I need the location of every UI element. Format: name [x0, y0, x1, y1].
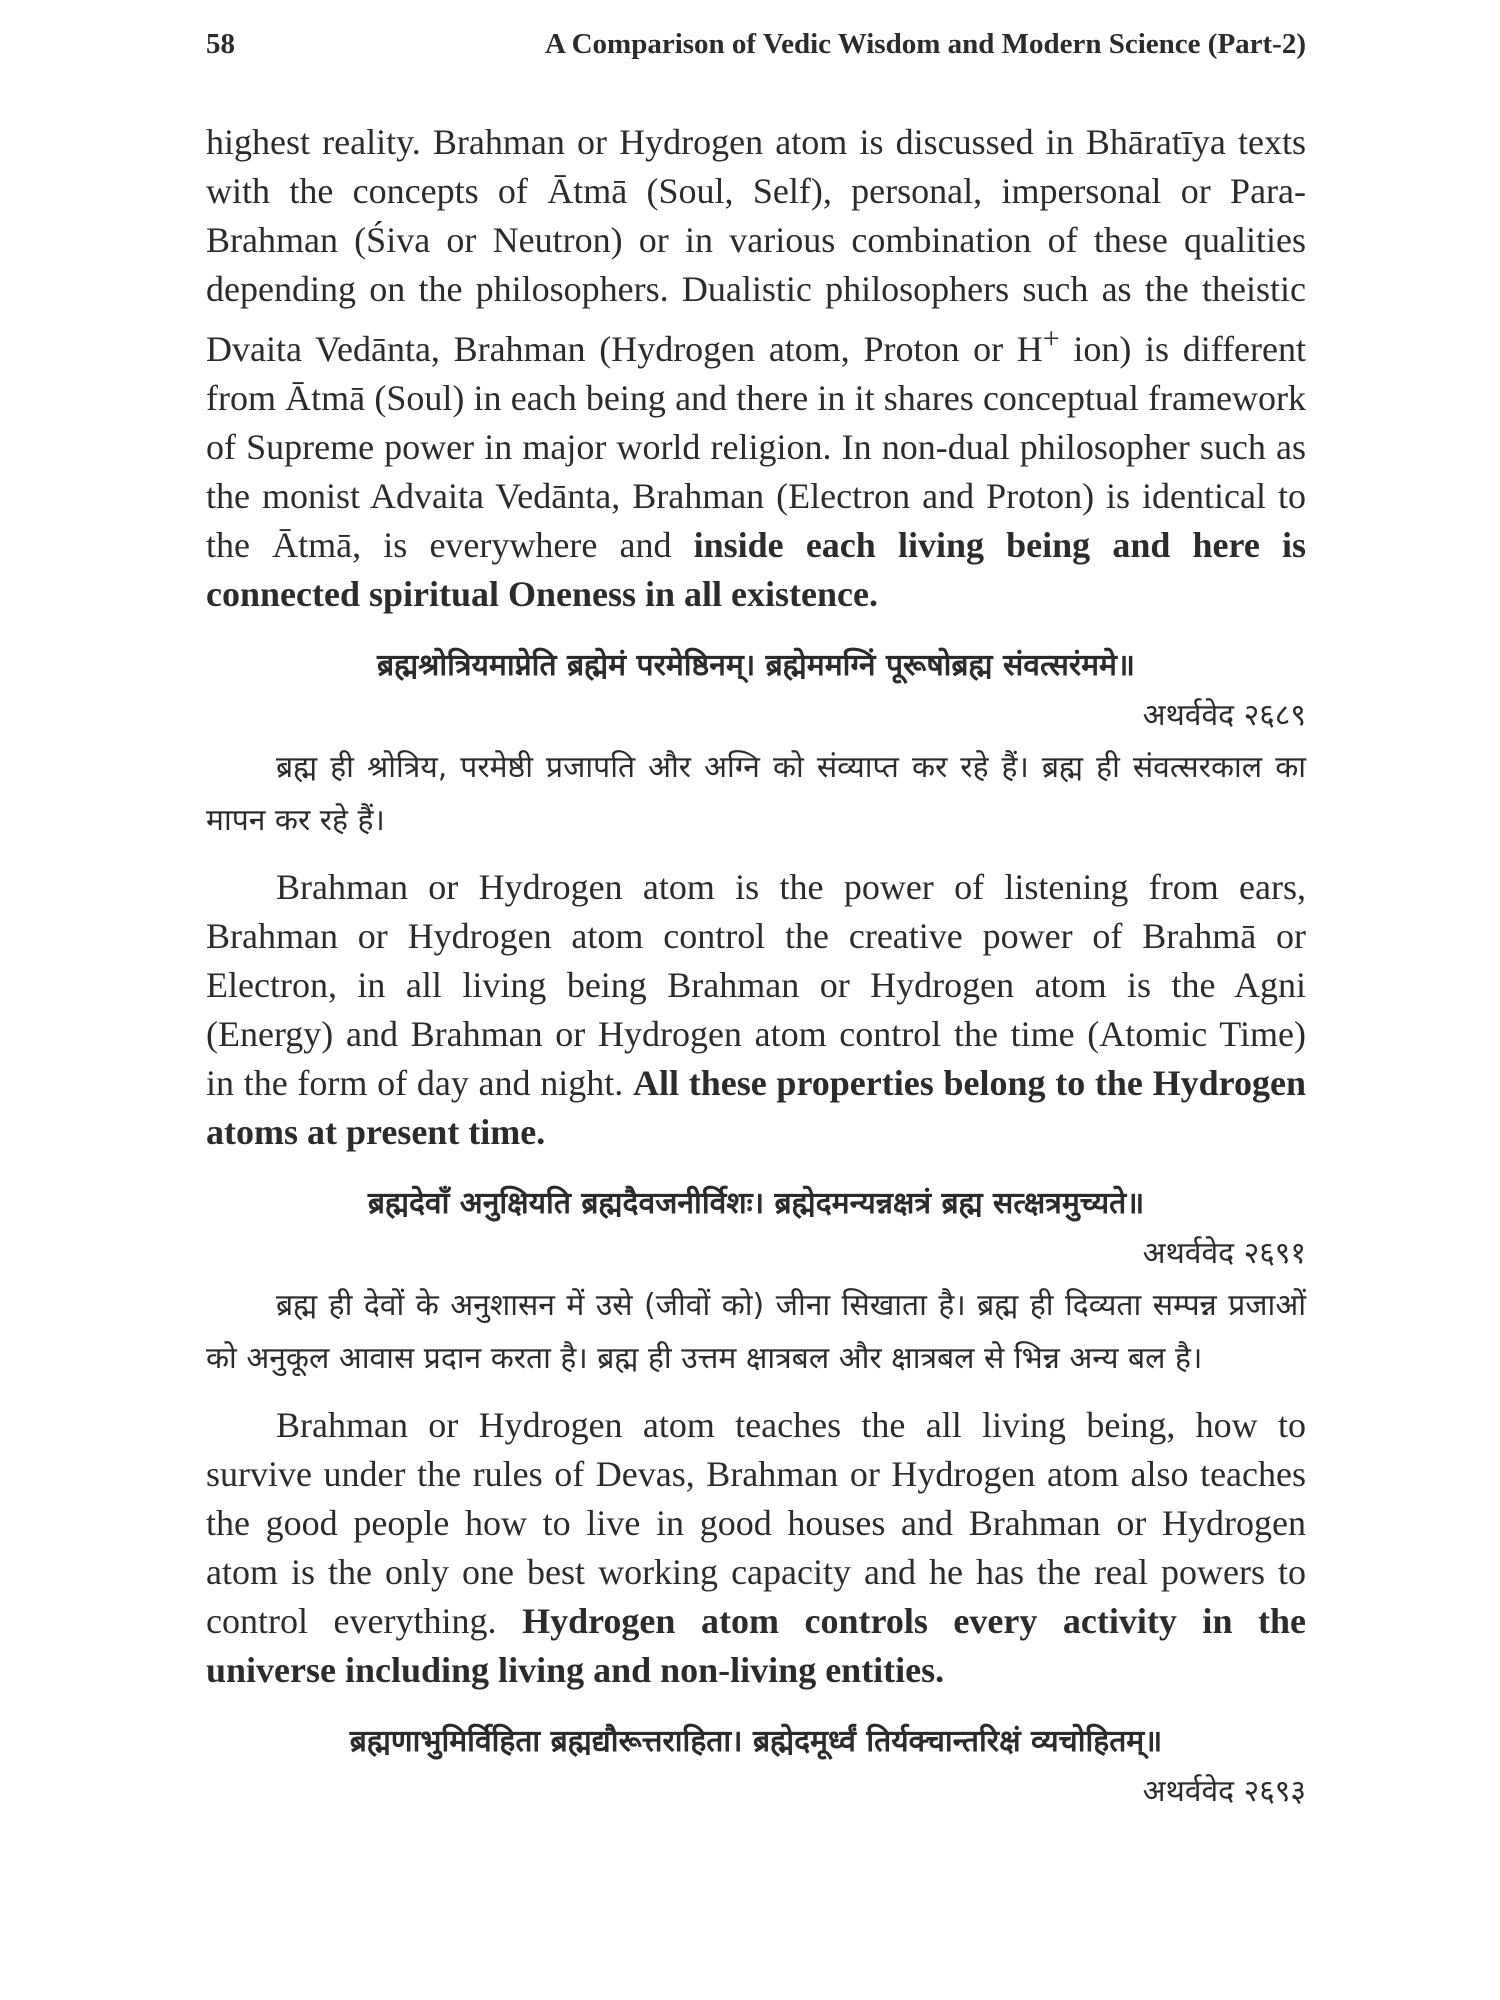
- verse-1-source: अथर्ववेद २६८९: [1142, 698, 1306, 733]
- paragraph-1-text-b: ion) is different from Ātmā (Soul) in each being and there in it shares conceptual framework of Supreme power in major world religion. In non-dual philosopher such as the monist Advaita Vedānta, Brahman (Electron and Proton) is identical to the Ātmā, is everywhere and: [206, 329, 1306, 565]
- page-header: [206, 28, 1306, 88]
- verse-3-source: अथर्ववेद २६९३: [1142, 1774, 1306, 1809]
- verse-3-sanskrit: ब्रह्मणाभुमिर्विहिता ब्रह्मद्यौरूत्तराहिता। ब्रह्मेदमूर्ध्वं तिर्यक्चान्तरिक्षं व्यचोहितम्॥: [349, 1724, 1163, 1759]
- book-page: [206, 28, 1306, 1817]
- paragraph-3-text: Brahman or Hydrogen atom teaches the all living being, how to survive under the rules of Devas, Brahman or Hydrogen atom also teaches the good people how to live in good houses and Brahman or Hydrogen atom is the only one best working capacity and he has the real powers to control everything.: [206, 1405, 1306, 1641]
- verse-2-hindi-translation: ब्रह्म ही देवों के अनुशासन में उसे (जीवों को) जीना सिखाता है। ब्रह्म ही दिव्यता सम्पन्न प्रजाओं को अनुकूल आवास प्रदान करता है। ब्रह्म ही उत्तम क्षात्रबल और क्षात्रबल से भिन्न अन्य बल है।: [206, 1288, 1306, 1376]
- paragraph-1-bold: inside each living being and here is connected spiritual Oneness in all existence.: [206, 525, 1306, 614]
- paragraph-2: [206, 863, 1306, 1157]
- verse-1-sanskrit: ब्रह्मश्रोत्रियमाप्नेति ब्रह्मेमं परमेष्ठिनम्। ब्रह्मेममग्निं पूरूषोब्रह्म संवत्सरंममे॥: [377, 648, 1135, 683]
- verse-2-source: अथर्ववेद २६९१: [1142, 1236, 1306, 1271]
- paragraph-3-bold: Hydrogen atom controls every activity in the universe including living and non-living entities.: [206, 1601, 1307, 1690]
- verse-2-sanskrit: ब्रह्मदेवाँ अनुक्षियति ब्रह्मदैवजनीर्विशः। ब्रह्मेदमन्यन्नक्षत्रं ब्रह्म सत्क्षत्रमुच्यते॥: [367, 1186, 1145, 1221]
- paragraph-1: [206, 118, 1306, 619]
- paragraph-3: [206, 1401, 1306, 1695]
- verse-1-hindi-translation: ब्रह्म ही श्रोत्रिय, परमेष्ठी प्रजापति और अग्नि को संव्याप्त कर रहे हैं। ब्रह्म ही संवत्सरकाल का मापन कर रहे हैं।: [206, 750, 1306, 838]
- paragraph-1-text-a: highest reality. Brahman or Hydrogen atom is discussed in Bhāratīya texts with the concepts of Ātmā (Soul, Self), personal, impersonal or Para-Brahman (Śiva or Neutron) or in various combination of these qualities depending on the philosophers. Dualistic philosophers such as the theistic Dvaita Vedānta, Brahman (Hydrogen atom, Proton or H: [206, 122, 1306, 369]
- page-number: 58: [206, 28, 235, 60]
- superscript-plus: +: [1042, 322, 1060, 355]
- running-title: A Comparison of Vedic Wisdom and Modern Science (Part-2): [545, 28, 1306, 60]
- paragraph-2-bold: All these properties belong to the Hydrogen atoms at present time.: [206, 1063, 1306, 1152]
- paragraph-2-text: Brahman or Hydrogen atom is the power of listening from ears, Brahman or Hydrogen atom control the creative power of Brahmā or Electron, in all living being Brahman or Hydrogen atom is the Agni (Energy) and Brahman or Hydrogen atom control the time (Atomic Time) in the form of day and night.: [206, 867, 1306, 1103]
